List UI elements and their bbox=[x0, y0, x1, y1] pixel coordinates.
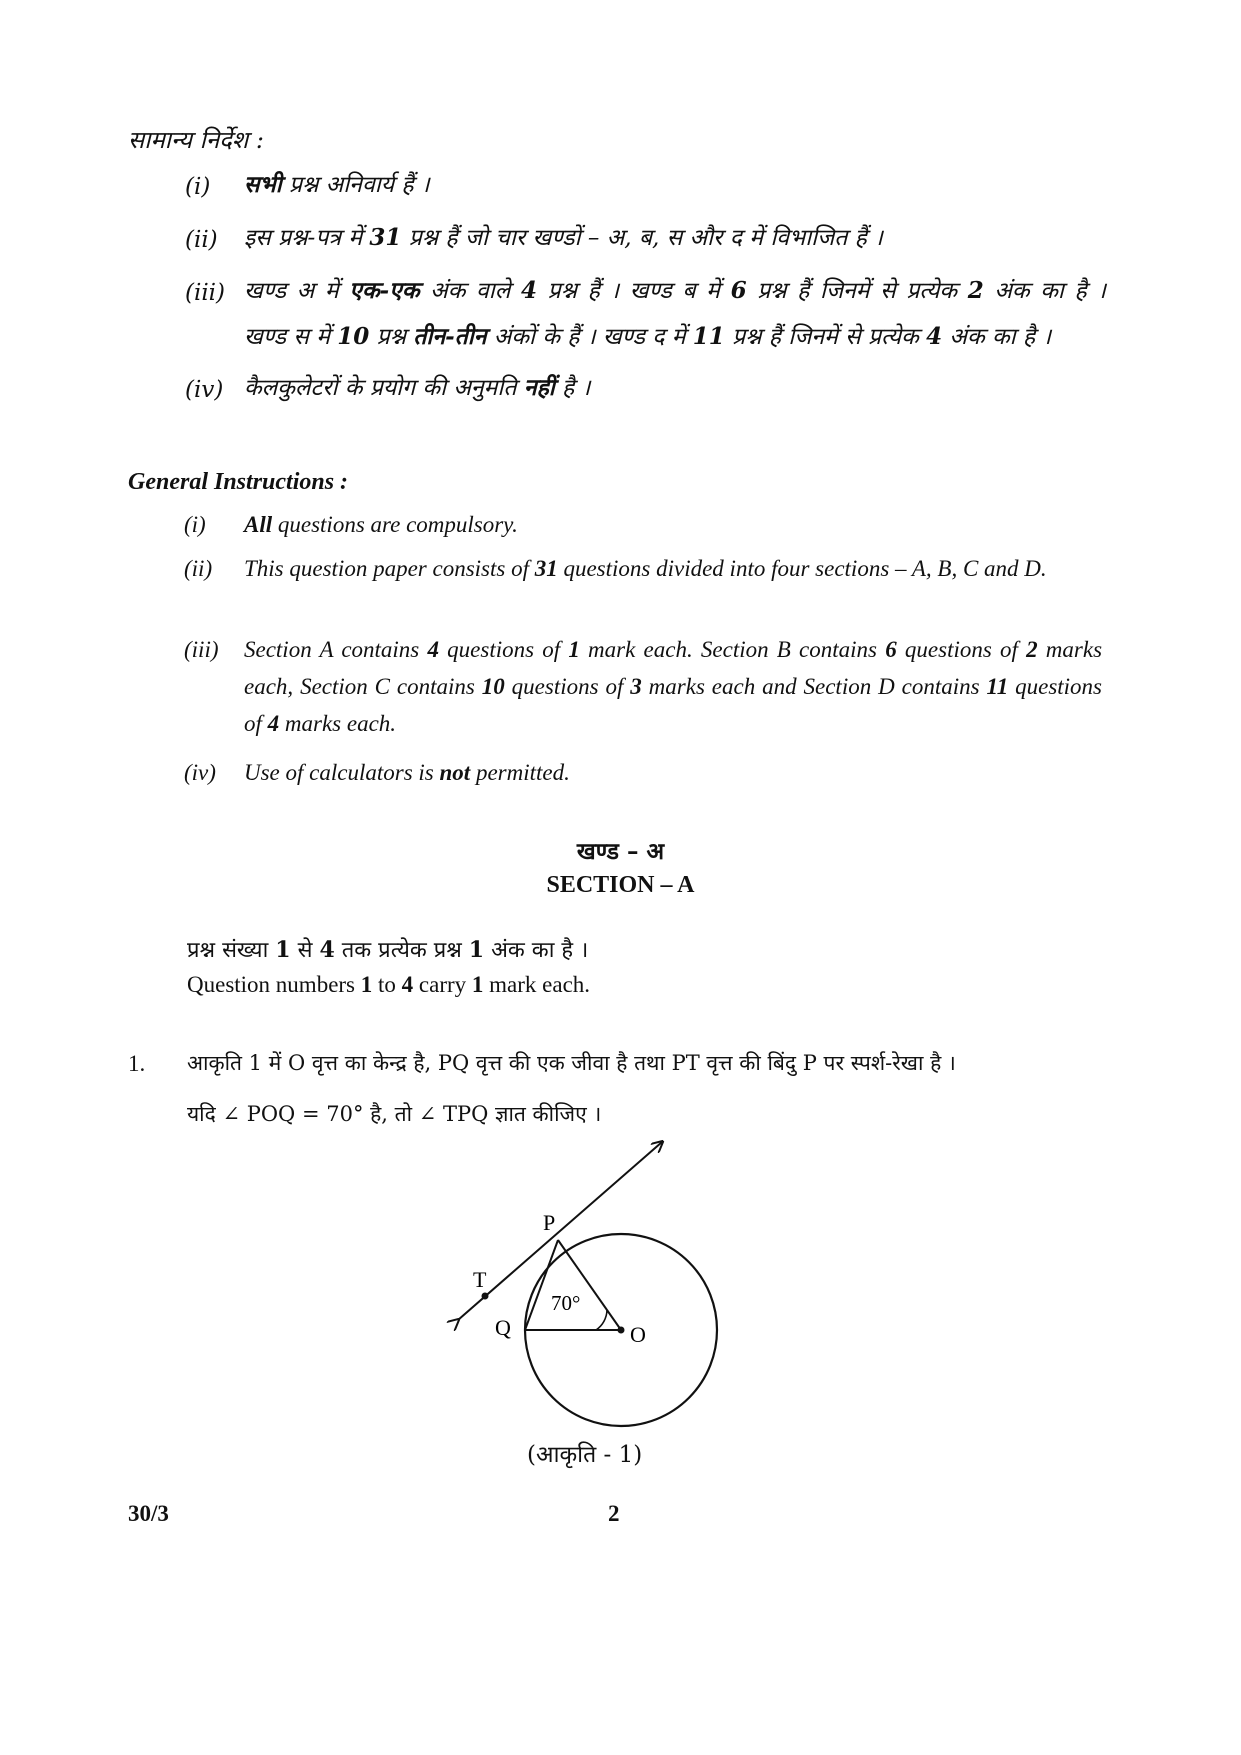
hindi-item-num: (iv) bbox=[185, 377, 224, 403]
english-item-1: All questions are compulsory. bbox=[244, 512, 518, 537]
hindi-item-1: सभी प्रश्न अनिवार्य हैं । bbox=[244, 171, 430, 198]
hindi-item-3-line-1: खण्ड अ में एक-एक अंक वाले 4 प्रश्न हैं । खण्ड ब में 6 प्रश्न हैं जिनमें से प्रत्येक 2 अंक का है । bbox=[244, 277, 1107, 304]
point-t bbox=[482, 1293, 489, 1300]
label-t: T bbox=[473, 1267, 487, 1292]
paper-code: 30/3 bbox=[128, 1501, 169, 1526]
chord-pq bbox=[525, 1240, 558, 1330]
section-title-english: SECTION – A bbox=[546, 872, 695, 898]
hindi-item-3-line-2: खण्ड स में 10 प्रश्न तीन-तीन अंकों के हैं । खण्ड द में 11 प्रश्न हैं जिनमें से प्रत्येक 4 अंक का है । bbox=[244, 323, 1052, 350]
english-item-2: This question paper consists of 31 questions divided into four sections – A, B, C and D. bbox=[244, 556, 1047, 581]
center-point-o bbox=[618, 1327, 625, 1334]
english-item-num: (iii) bbox=[184, 637, 219, 662]
label-o: O bbox=[630, 1322, 646, 1347]
english-item-num: (i) bbox=[184, 512, 206, 537]
hindi-item-num: (iii) bbox=[185, 280, 226, 306]
label-p: P bbox=[543, 1210, 556, 1235]
hindi-item-4: कैलकुलेटरों के प्रयोग की अनुमति नहीं है । bbox=[244, 374, 591, 401]
angle-arc bbox=[596, 1310, 607, 1330]
radius-op bbox=[558, 1240, 621, 1330]
question-1-line-1: आकृति 1 में O वृत्त का केन्द्र है, PQ वृत्त की एक जीवा है तथा PT वृत्त की बिंदु P पर स्पर्श-रेखा है । bbox=[187, 1051, 956, 1075]
english-item-num: (iv) bbox=[184, 760, 216, 785]
english-item-4: Use of calculators is not permitted. bbox=[244, 760, 570, 785]
section-note-english: Question numbers 1 to 4 carry 1 mark each. bbox=[187, 972, 591, 997]
english-item-3: Section A contains 4 questions of 1 mark each. Section B contains 6 questions of 2 marks each, Section C contains 10 questions of 3 marks each and Section D contains 11 questions of 4 marks each. bbox=[244, 637, 1103, 736]
hindi-instructions-heading: सामान्य निर्देश : bbox=[128, 126, 264, 154]
page-number: 2 bbox=[608, 1501, 620, 1526]
english-instructions-heading: General Instructions : bbox=[128, 469, 349, 495]
section-title-hindi: खण्ड – अ bbox=[576, 838, 665, 865]
hindi-item-2: इस प्रश्न-पत्र में 31 प्रश्न हैं जो चार खण्डों – अ, ब, स और द में विभाजित हैं । bbox=[244, 224, 883, 251]
figure-caption: (आकृति - 1) bbox=[527, 1442, 643, 1468]
section-note-hindi: प्रश्न संख्या 1 से 4 तक प्रत्येक प्रश्न 1 अंक का है । bbox=[187, 937, 589, 963]
english-item-num: (ii) bbox=[184, 556, 213, 581]
hindi-item-num: (i) bbox=[185, 174, 211, 200]
label-q: Q bbox=[495, 1315, 511, 1340]
question-1-line-2: यदि ∠ POQ = 70° है, तो ∠ TPQ ज्ञात कीजिए । bbox=[187, 1102, 602, 1126]
hindi-item-num: (ii) bbox=[185, 227, 218, 253]
question-number: 1. bbox=[128, 1051, 146, 1076]
angle-label: 70° bbox=[551, 1291, 581, 1315]
tangent-circle-figure bbox=[440, 1130, 740, 1430]
